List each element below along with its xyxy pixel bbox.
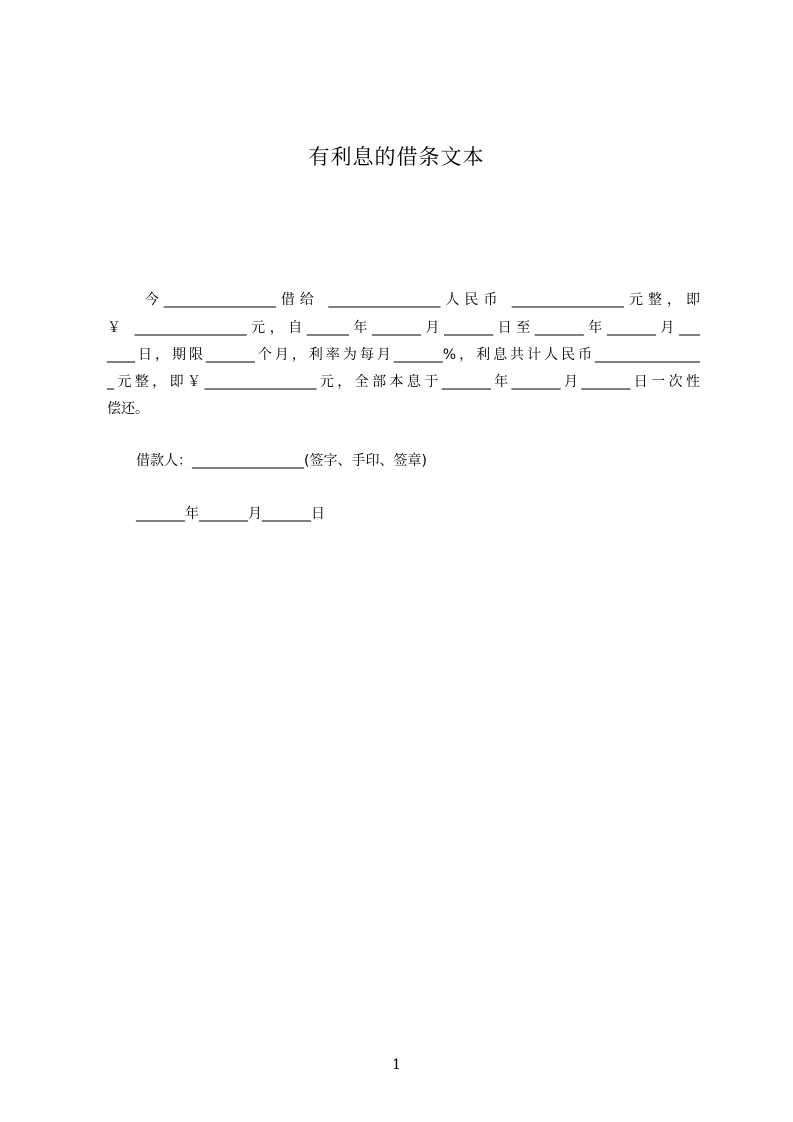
body-text-line-1: 今________________借给 ________________人民币 ________________元整，即 — [107, 292, 700, 308]
body-text-line-3: ____日，期限_______个月，利率为每月_______%，利息共计人民币_______________ — [107, 347, 700, 363]
page-number: 1 — [392, 1057, 401, 1073]
date-line: _______年_______月_______日 — [136, 506, 325, 522]
borrower-signature-line: 借款人：________________(签字、手印、签章) — [136, 453, 427, 469]
body-text-line-5: 偿还。 — [107, 401, 149, 417]
body-text-line-4: _元整，即￥________________元，全部本息于_______年_______月_______日一次性 — [107, 374, 700, 390]
body-text-line-2: ￥ ________________元，自______年_______月_______日至_______年_______月___ — [107, 320, 700, 336]
document-title: 有利息的借条文本 — [308, 145, 485, 169]
